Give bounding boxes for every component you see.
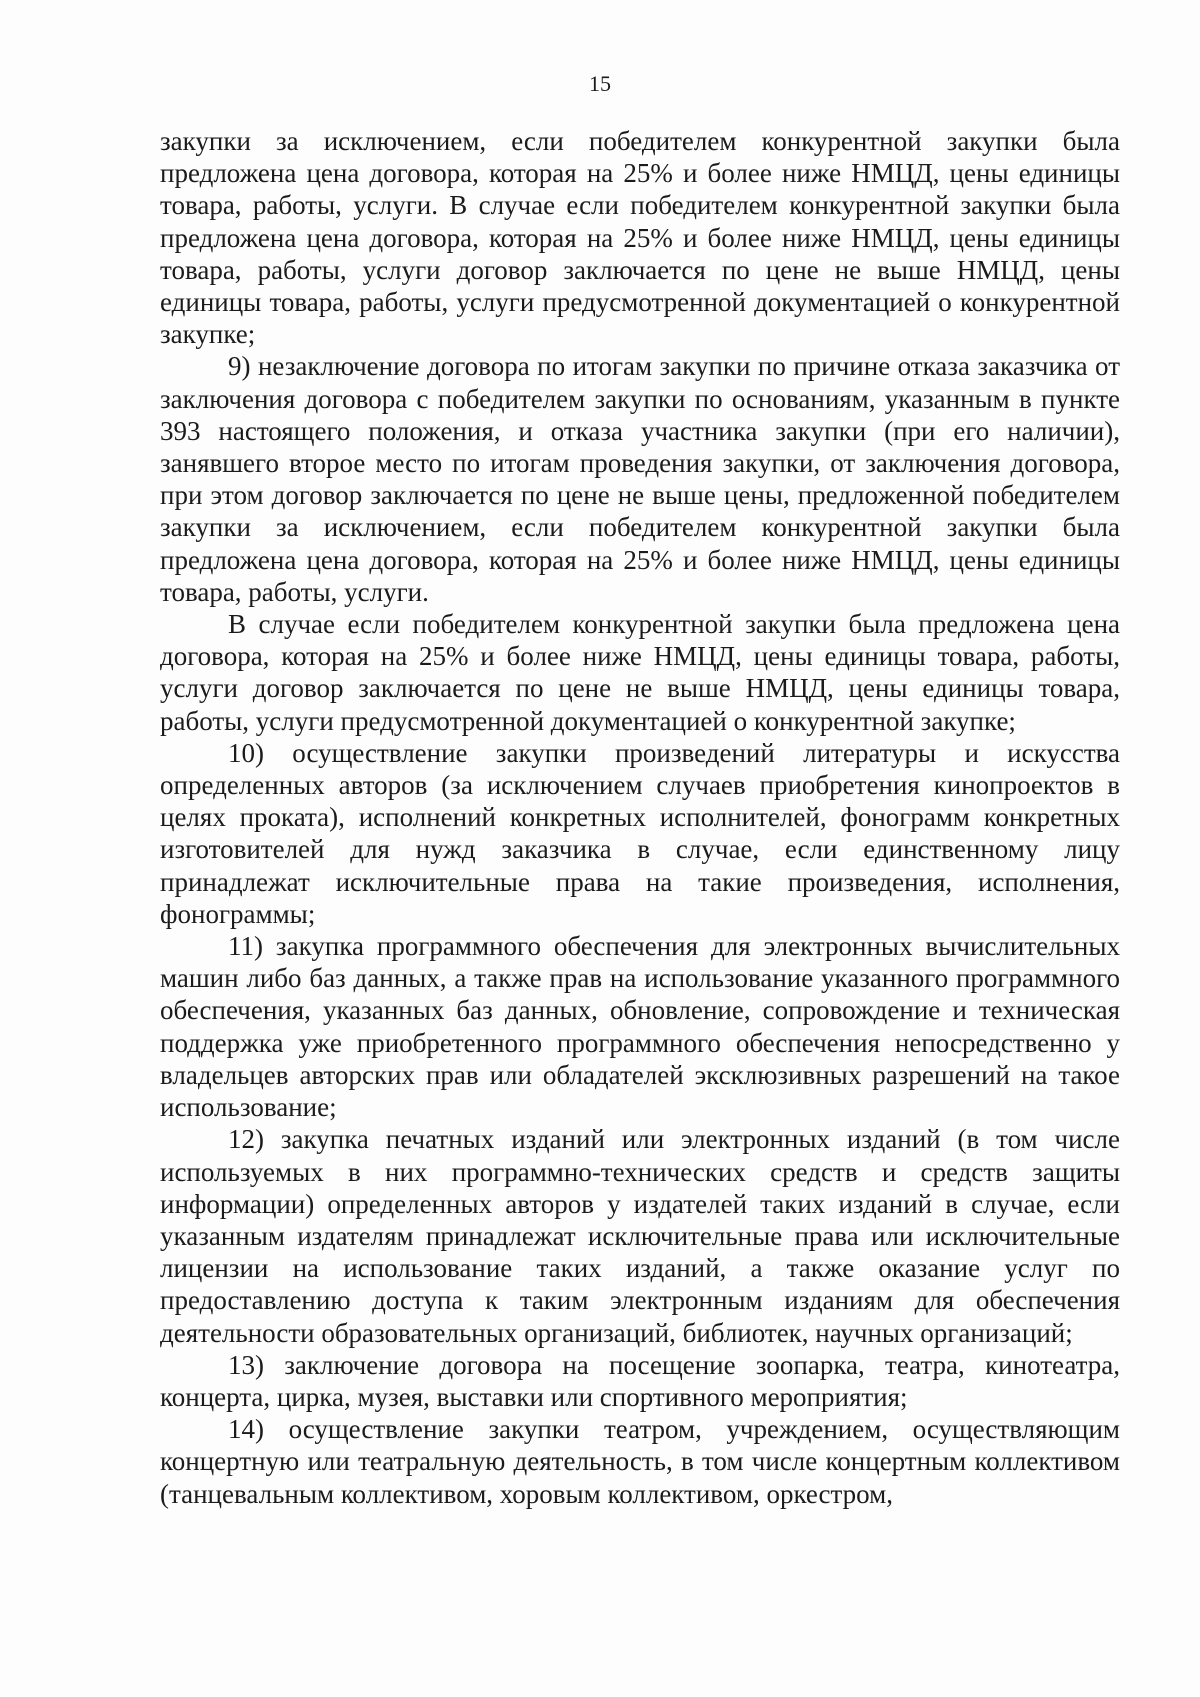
document-body (160, 125, 1120, 1510)
paragraph-item-9-note: В случае если победителем конкурентной закупки была предложена цена договора, которая на 25% и более ниже НМЦД, цены единицы товара, работы, услуги договор заключается по цене не выше НМЦД, цены единицы товара, работы, услуги предусмотренной документацией о конкурентной закупке; (160, 609, 1120, 736)
paragraph-item-14: 14) осуществление закупки театром, учреждением, осуществляющим концертную или театральную деятельность, в том числе концертным коллективом (танцевальным коллективом, хоровым коллективом, оркестром, (160, 1414, 1120, 1509)
paragraph-item-10: 10) осуществление закупки произведений литературы и искусства определенных авторов (за исключением случаев приобретения кинопроектов в целях проката), исполнений конкретных исполнителей, фонограмм конкретных изготовителей для нужд заказчика в случае, если единственному лицу принадлежат исключительные права на такие произведения, исполнения, фонограммы; (160, 737, 1120, 929)
paragraph-item-9: 9) незаключение договора по итогам закупки по причине отказа заказчика от заключения договора с победителем закупки по основаниям, указанным в пункте 393 настоящего положения, и отказа участника закупки (при его наличии), занявшего второе место по итогам проведения закупки, от заключения договора, при этом договор заключается по цене не выше цены, предложенной победителем закупки за исключением, если победителем конкурентной закупки была предложена цена договора, которая на 25% и более ниже НМЦД, цены единицы товара, работы, услуги. (160, 351, 1120, 607)
page-number: 15 (589, 71, 611, 96)
paragraph-continuation: закупки за исключением, если победителем конкурентной закупки была предложена цена договора, которая на 25% и более ниже НМЦД, цены единицы товара, работы, услуги. В случае если победителем конкурентной закупки была предложена цена договора, которая на 25% и более ниже НМЦД, цены единицы товара, работы, услуги договор заключается по цене не выше НМЦД, цены единицы товара, работы, услуги предусмотренной документацией о конкурентной закупке; (160, 126, 1120, 350)
paragraph-item-11: 11) закупка программного обеспечения для электронных вычислительных машин либо баз данных, а также прав на использование указанного программного обеспечения, указанных баз данных, обновление, сопровождение и техническая поддержка уже приобретенного программного обеспечения непосредственно у владельцев авторских прав или обладателей эксклюзивных разрешений на такое использование; (160, 931, 1120, 1123)
paragraph-item-13: 13) заключение договора на посещение зоопарка, театра, кинотеатра, концерта, цирка, музея, выставки или спортивного мероприятия; (160, 1349, 1120, 1412)
paragraph-item-12: 12) закупка печатных изданий или электронных изданий (в том числе используемых в них программно-технических средств и средств защиты информации) определенных авторов у издателей таких изданий в случае, если указанным издателям принадлежат исключительные права или исключительные лицензии на использование таких изданий, а также оказание услуг по предоставлению доступа к таким электронным изданиям для обеспечения деятельности образовательных организаций, библиотек, научных организаций; (160, 1124, 1120, 1348)
